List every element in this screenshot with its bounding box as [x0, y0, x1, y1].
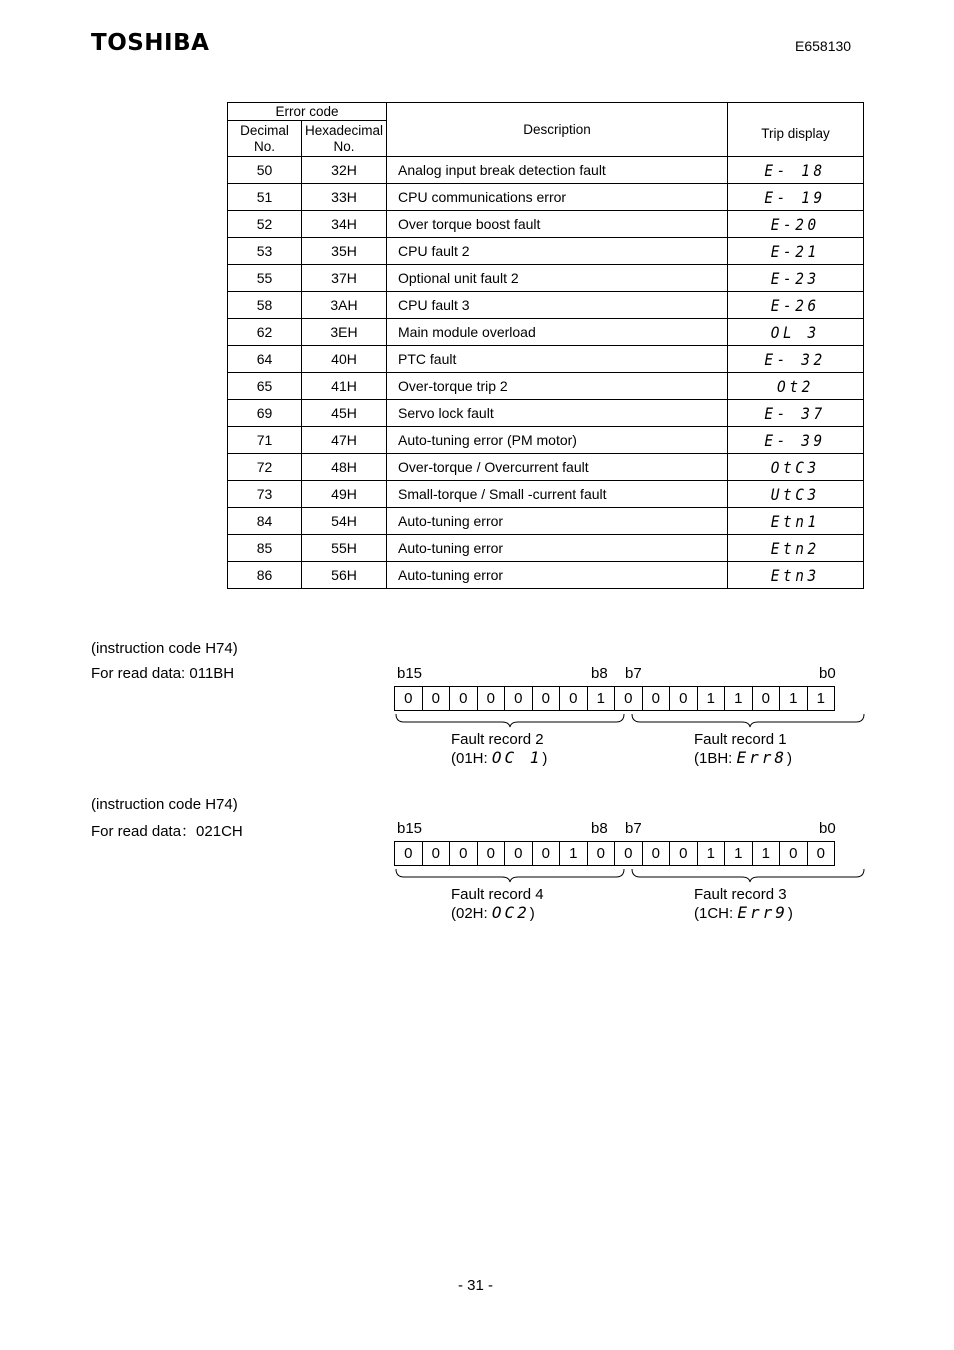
decimal-cell: 53: [228, 238, 302, 265]
decimal-cell: 65: [228, 373, 302, 400]
table-row: [228, 238, 864, 265]
bit-cell: 0: [643, 687, 671, 710]
bit-cell: 0: [533, 842, 561, 865]
description-cell: Auto-tuning error (PM motor): [387, 427, 728, 454]
trip-code: OtC3: [770, 457, 821, 477]
table-row: [228, 481, 864, 508]
table-row: [228, 211, 864, 238]
trip-display-cell: [728, 481, 864, 508]
table-row: [228, 184, 864, 211]
example1-b0: b0: [819, 665, 836, 682]
table-row: [228, 508, 864, 535]
bit-cell: 0: [423, 687, 451, 710]
document-number: E658130: [795, 38, 852, 54]
decimal-cell: 86: [228, 562, 302, 589]
bit-cell: 0: [615, 842, 643, 865]
hex-cell: 37H: [302, 265, 387, 292]
bit-cell: 0: [450, 842, 478, 865]
trip-display-cell: [728, 319, 864, 346]
decimal-cell: 84: [228, 508, 302, 535]
bit-cell: 1: [816, 690, 825, 707]
bit-cell: 1: [698, 687, 726, 710]
trip-code: Ot2: [777, 376, 814, 396]
trip-code: Etn1: [770, 511, 821, 531]
hex-cell: 48H: [302, 454, 387, 481]
description-cell: Servo lock fault: [387, 400, 728, 427]
trip-display-cell: [728, 184, 864, 211]
description-cell: CPU communications error: [387, 184, 728, 211]
example2-braces: [394, 867, 869, 883]
error-code-table: [227, 102, 864, 589]
decimal-cell: 71: [228, 427, 302, 454]
bit-cell: 0: [560, 687, 588, 710]
trip-code: E- 32: [764, 349, 827, 369]
table-row: [228, 535, 864, 562]
description-cell: Auto-tuning error: [387, 562, 728, 589]
description-cell: Auto-tuning error: [387, 535, 728, 562]
trip-code: OL 3: [770, 322, 821, 342]
trip-display-cell: [728, 211, 864, 238]
hex-cell: 35H: [302, 238, 387, 265]
hex-cell: 3EH: [302, 319, 387, 346]
bit-cell: 0: [505, 687, 533, 710]
decimal-cell: 50: [228, 157, 302, 184]
trip-display-cell: [728, 562, 864, 589]
decimal-cell: 73: [228, 481, 302, 508]
example1-b8: b8: [591, 665, 608, 682]
fault-record-3: Fault record 3 (1CH: Err9): [694, 886, 793, 922]
bit-cell: 0: [423, 842, 451, 865]
bit-cell: 0: [643, 842, 671, 865]
trip-display-cell: [728, 508, 864, 535]
trip-code: E-26: [770, 295, 821, 315]
decimal-cell: 52: [228, 211, 302, 238]
trip-code: Etn3: [770, 565, 821, 585]
description-cell: Over torque boost fault: [387, 211, 728, 238]
trip-code: E- 19: [764, 187, 827, 207]
decimal-cell: 62: [228, 319, 302, 346]
bit-cell: 1: [753, 842, 781, 865]
trip-display-cell: [728, 535, 864, 562]
trip-code: E- 39: [764, 430, 827, 450]
bit-cell: 0: [478, 842, 506, 865]
bit-cell: 0: [670, 687, 698, 710]
hex-cell: 45H: [302, 400, 387, 427]
example1-b15: b15: [397, 665, 423, 682]
trip-code: E-23: [770, 268, 821, 288]
example2-b7: b7: [625, 820, 642, 837]
bit-cell: 1: [725, 842, 753, 865]
trip-display-cell: [728, 373, 864, 400]
bit-cell: 1: [560, 842, 588, 865]
trip-code: Etn2: [770, 538, 821, 558]
table-row: [228, 292, 864, 319]
decimal-cell: 55: [228, 265, 302, 292]
trip-display-cell: [728, 157, 864, 184]
bit-cell: 0: [533, 687, 561, 710]
bit-cell: 0: [505, 842, 533, 865]
trip-display-oc2: OC2: [491, 903, 530, 922]
description-cell: CPU fault 3: [387, 292, 728, 319]
hex-cell: 47H: [302, 427, 387, 454]
bit-cell: 0: [588, 842, 616, 865]
trip-display-err8: Err8: [736, 748, 788, 767]
trip-code: E- 37: [764, 403, 827, 423]
bit-cell: 0: [615, 687, 643, 710]
example1-instruction: (instruction code H74): [91, 640, 238, 657]
fault-record-4: Fault record 4 (02H: OC2): [451, 886, 544, 922]
bit-cell: 0: [816, 845, 825, 862]
table-row: [228, 400, 864, 427]
hex-cell: 33H: [302, 184, 387, 211]
bit-cell: 0: [753, 687, 781, 710]
decimal-cell: 69: [228, 400, 302, 427]
hex-cell: 40H: [302, 346, 387, 373]
hex-cell: 49H: [302, 481, 387, 508]
trip-display-cell: [728, 454, 864, 481]
fault-record-2: Fault record 2 (01H: OC 1): [451, 731, 548, 767]
trip-display-cell: [728, 292, 864, 319]
description-cell: Small-torque / Small -current fault: [387, 481, 728, 508]
description-cell: PTC fault: [387, 346, 728, 373]
example1-b7: b7: [625, 665, 642, 682]
trip-display-cell: [728, 238, 864, 265]
description-cell: Auto-tuning error: [387, 508, 728, 535]
table-row: [228, 157, 864, 184]
table-row: [228, 373, 864, 400]
example2-read-data: For read data：021CH: [91, 823, 243, 840]
table-row: [228, 454, 864, 481]
description-header: Description: [387, 103, 728, 157]
example2-bit-row: [394, 841, 835, 866]
table-row: [228, 562, 864, 589]
trip-display-cell: [728, 427, 864, 454]
bit-cell: 0: [670, 842, 698, 865]
description-cell: Over-torque / Overcurrent fault: [387, 454, 728, 481]
example2-b0: b0: [819, 820, 836, 837]
bit-cell: 0: [450, 687, 478, 710]
table-row: [228, 265, 864, 292]
table-row: [228, 319, 864, 346]
description-cell: Analog input break detection fault: [387, 157, 728, 184]
trip-display-cell: [728, 265, 864, 292]
example2-b15: b15: [397, 820, 423, 837]
trip-code: E-21: [770, 241, 821, 261]
description-cell: CPU fault 2: [387, 238, 728, 265]
bit-cell: 1: [780, 687, 808, 710]
example2-b8: b8: [591, 820, 608, 837]
decimal-cell: 64: [228, 346, 302, 373]
decimal-header: Decimal No.: [228, 121, 302, 157]
error-code-header: Error code: [228, 103, 387, 121]
hex-cell: 41H: [302, 373, 387, 400]
decimal-cell: 72: [228, 454, 302, 481]
example2-instruction: (instruction code H74): [91, 796, 238, 813]
trip-code: UtC3: [770, 484, 821, 504]
decimal-cell: 51: [228, 184, 302, 211]
trip-code: E-20: [770, 214, 821, 234]
trip-display-header: Trip display: [728, 103, 864, 157]
example1-bit-row: [394, 686, 835, 711]
bit-cell: 1: [725, 687, 753, 710]
trip-code: E- 18: [764, 160, 827, 180]
hex-cell: 54H: [302, 508, 387, 535]
decimal-cell: 85: [228, 535, 302, 562]
example1-braces: [394, 712, 869, 728]
bit-cell: 0: [780, 842, 808, 865]
example1-read-data: For read data: 011BH: [91, 665, 235, 682]
bit-cell: 0: [478, 687, 506, 710]
hex-cell: 55H: [302, 535, 387, 562]
bit-cell: 1: [698, 842, 726, 865]
bit-cell: 0: [395, 687, 423, 710]
trip-display-oc1: OC 1: [491, 748, 543, 767]
fault-record-1: Fault record 1 (1BH: Err8): [694, 731, 793, 767]
description-cell: Over-torque trip 2: [387, 373, 728, 400]
description-cell: Optional unit fault 2: [387, 265, 728, 292]
page-number: - 31 -: [458, 1277, 494, 1294]
hex-cell: 3AH: [302, 292, 387, 319]
bit-cell: 0: [395, 842, 423, 865]
hex-cell: 56H: [302, 562, 387, 589]
bit-cell: 1: [588, 687, 616, 710]
hex-cell: 34H: [302, 211, 387, 238]
trip-display-err9: Err9: [737, 903, 788, 922]
decimal-cell: 58: [228, 292, 302, 319]
toshiba-logo: TOSHIBA: [91, 30, 210, 56]
hex-cell: 32H: [302, 157, 387, 184]
trip-display-cell: [728, 400, 864, 427]
table-row: [228, 427, 864, 454]
trip-display-cell: [728, 346, 864, 373]
table-row: [228, 346, 864, 373]
hex-header: Hexadecimal No.: [302, 121, 387, 157]
description-cell: Main module overload: [387, 319, 728, 346]
